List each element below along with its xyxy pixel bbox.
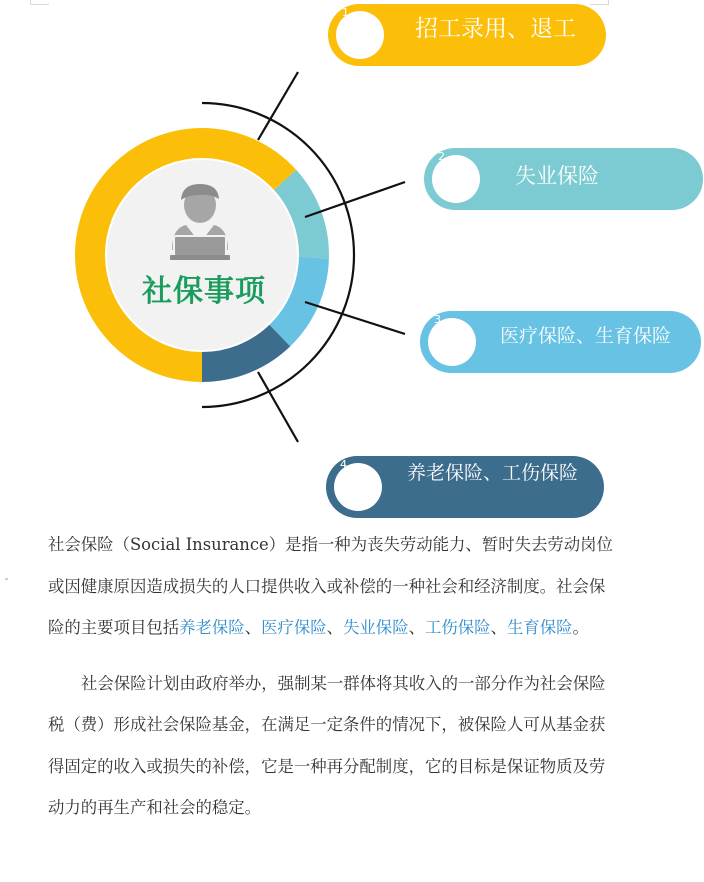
item-label: 招工录用、退工 (415, 16, 576, 42)
connector-line-4 (258, 372, 298, 442)
paragraph-text: 社会保险（Social Insurance）是指一种为丧失劳动能力、暂时失去劳动岗位或因健康原因造成损失的人口提供收入或补偿的一种社会和经济制度。社会保险的主要项目包括 (48, 535, 613, 637)
item-number: 4 (340, 458, 347, 471)
paragraph-scheme (48, 663, 618, 829)
connector-line-1 (258, 72, 298, 140)
paragraph-end: 。 (572, 618, 589, 637)
connector-line-2 (305, 182, 405, 217)
item-number: 2 (438, 150, 445, 163)
item-number: 1 (342, 6, 349, 19)
item-unemployment-insurance (424, 148, 703, 210)
connector-line-3 (305, 302, 405, 334)
item-medical-maternity-insurance (420, 311, 701, 373)
article-body (48, 524, 618, 829)
separator: 、 (326, 618, 344, 637)
center-title: 社保事项 (142, 274, 266, 309)
separator: 、 (244, 618, 262, 637)
link-medical-insurance[interactable]: 医疗保险 (261, 618, 327, 637)
item-number: 3 (434, 313, 441, 326)
item-recruitment (328, 4, 606, 66)
item-pension-injury-insurance (326, 456, 604, 518)
link-injury-insurance[interactable]: 工伤保险 (424, 618, 491, 637)
link-unemployment-insurance[interactable]: 失业保险 (343, 618, 409, 637)
item-label: 失业保险 (515, 164, 599, 188)
item-label: 医疗保险、生育保险 (499, 325, 671, 347)
link-pension-insurance[interactable]: 养老保险 (179, 618, 245, 637)
margin-marker-icon: ˇ (4, 578, 9, 589)
link-maternity-insurance[interactable]: 生育保险 (506, 618, 573, 637)
paragraph-definition (48, 524, 618, 649)
paragraph-text: 社会保险计划由政府举办，强制某一群体将其收入的一部分作为社会保险税（费）形成社会保险基金，在满足一定条件的情况下，被保险人可从基金获得固定的收入或损失的补偿，它是一种再分配制度，它的目标是保证物质及劳动力的再生产和社会的稳定。 (48, 673, 606, 817)
separator: 、 (408, 618, 425, 637)
item-label: 养老保险、工伤保险 (406, 462, 578, 484)
separator: 、 (490, 618, 507, 637)
